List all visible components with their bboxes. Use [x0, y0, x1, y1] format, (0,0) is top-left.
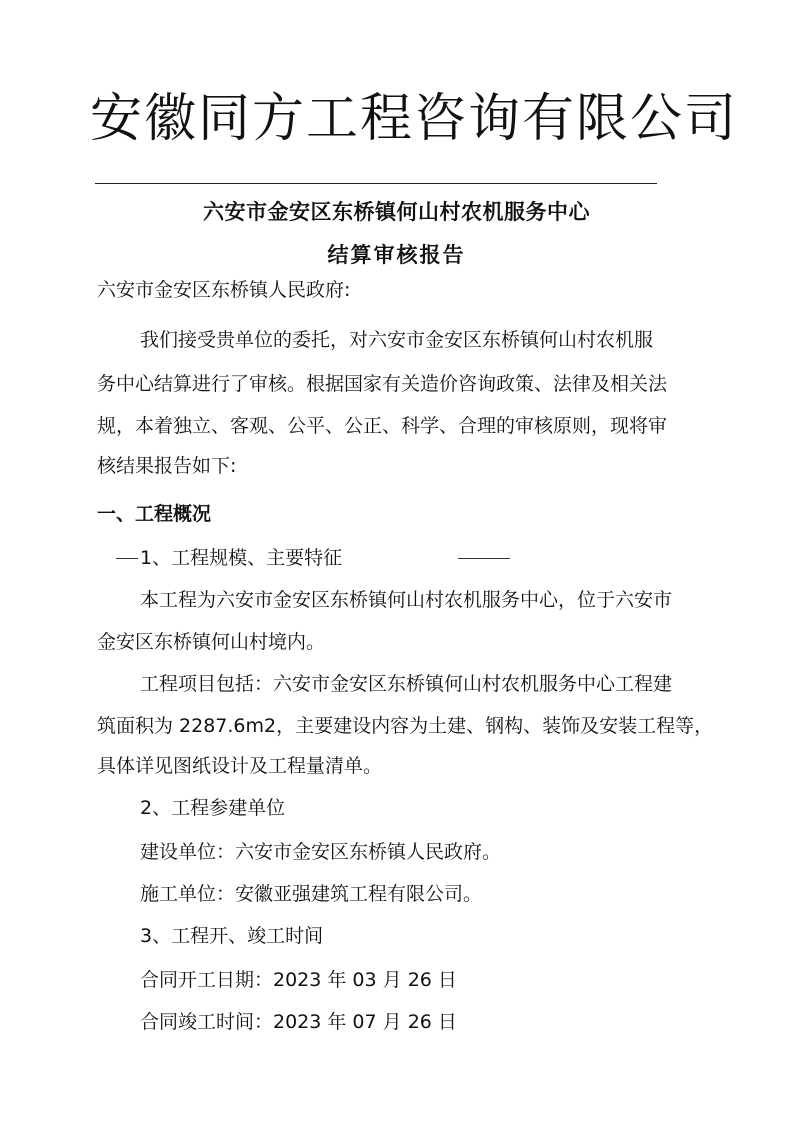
start-date: 合同开工日期：2023 年 03 月 26 日 [140, 969, 457, 991]
contractor-unit: 施工单位：安徽亚强建筑工程有限公司。 [140, 883, 483, 905]
end-date: 合同竣工时间：2023 年 07 月 26 日 [140, 1011, 457, 1033]
report-title: 六安市金安区东桥镇何山村农机服务中心 [203, 200, 590, 224]
header-divider [95, 183, 657, 184]
scan-mark [458, 558, 510, 559]
intro-line: 核结果报告如下: [97, 455, 237, 477]
sub-heading: 1、工程规模、主要特征 [140, 547, 343, 569]
addressee: 六安市金安区东桥镇人民政府: [97, 279, 351, 301]
intro-line: 我们接受贵单位的委托，对六安市金安区东桥镇何山村农机服 [140, 329, 654, 351]
builder-unit: 建设单位：六安市金安区东桥镇人民政府。 [140, 841, 502, 863]
paragraph-line: 筑面积为 2287.6m2，主要建设内容为土建、钢构、装饰及安装工程等， [97, 715, 714, 737]
sub-heading: 2、工程参建单位 [140, 797, 286, 819]
paragraph-line: 本工程为六安市金安区东桥镇何山村农机服务中心，位于六安市 [140, 589, 673, 611]
sub-heading: 3、工程开、竣工时间 [140, 925, 324, 947]
company-name: 安徽同方工程咨询有限公司 [90, 89, 739, 149]
paragraph-line: 金安区东桥镇何山村境内。 [97, 631, 326, 653]
report-subtitle: 结算审核报告 [327, 243, 466, 267]
intro-line: 务中心结算进行了审核。根据国家有关造价咨询政策、法律及相关法 [97, 373, 668, 395]
intro-line: 规，本着独立、客观、公平、公正、科学、合理的审核原则，现将审 [97, 415, 668, 437]
paragraph-line: 具体详见图纸设计及工程量清单。 [97, 755, 383, 777]
section-heading: 一、工程概况 [97, 503, 212, 525]
paragraph-line: 工程项目包括：六安市金安区东桥镇何山村农机服务中心工程建 [140, 673, 673, 695]
scan-mark [116, 558, 138, 559]
